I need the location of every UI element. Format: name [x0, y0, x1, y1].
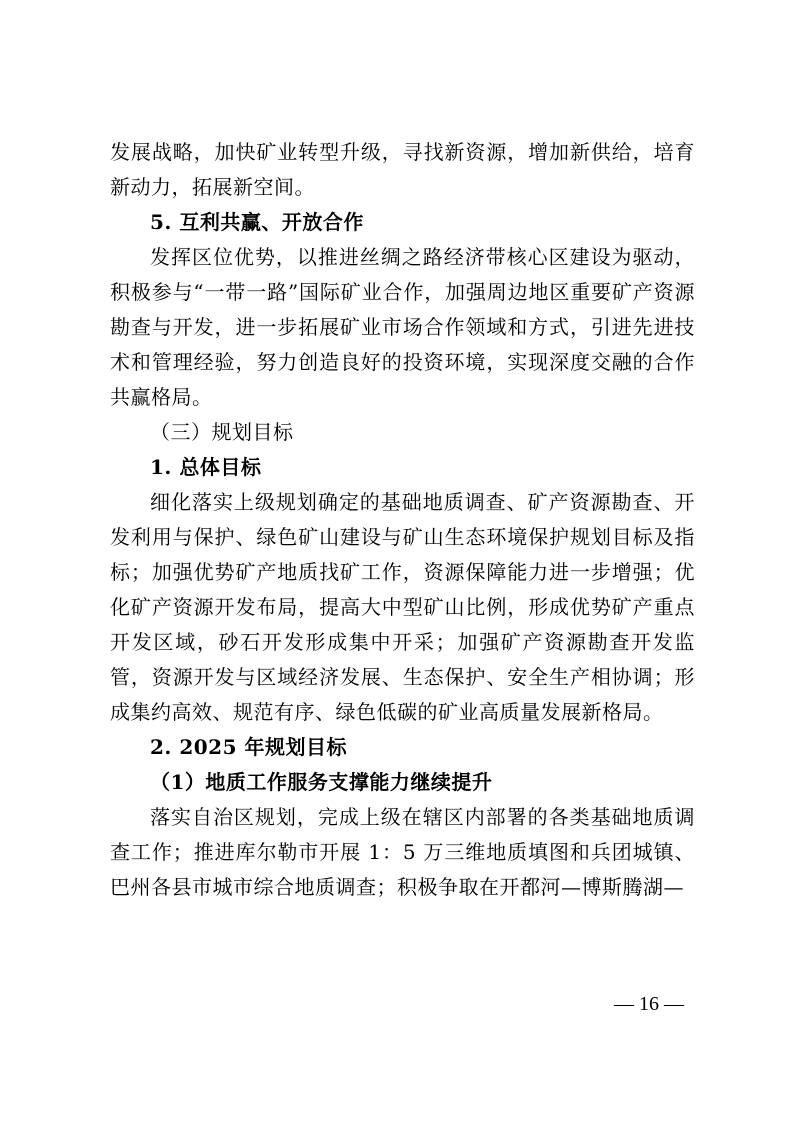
paragraph-continuation: 发展战略，加快矿业转型升级，寻找新资源，增加新供给，培育新动力，拓展新空间。: [110, 140, 695, 199]
paragraph-overall-goals: 细化落实上级规划确定的基础地质调查、矿产资源勘查、开发利用与保护、绿色矿山建设与矿山生态环境保护规划目标及指标；加强优势矿产地质找矿工作，资源保障能力进一步增强；优化矿产资源开发布局，提高大中型矿山比例，形成优势矿产重点开发区域，砂石开发形成集中开采；加强矿产资源勘查开发监管，资源开发与区域经济发展、生态保护、安全生产相协调；形成集约高效、规范有序、绿色低碳的矿业高质量发展新格局。: [110, 490, 695, 724]
page-number: — 16 —: [614, 993, 684, 1015]
heading-mutual-benefit: 5. 互利共赢、开放合作: [150, 210, 364, 234]
heading-geological-work: （1）地质工作服务支撑能力继续提升: [150, 770, 493, 794]
document-body: [110, 135, 695, 905]
paragraph-geological-work: 落实自治区规划，完成上级在辖区内部署的各类基础地质调查工作；推进库尔勒市开展 1：5 万三维地质填图和兵团城镇、巴州各县市城市综合地质调查；积极争取在开都河—博斯腾湖—: [110, 805, 695, 899]
heading-planning-goals: （三）规划目标: [150, 420, 294, 444]
heading-2025-goals: 2. 2025 年规划目标: [150, 735, 347, 759]
paragraph-mutual-benefit: 发挥区位优势，以推进丝绸之路经济带核心区建设为驱动，积极参与“一带一路”国际矿业合作，加强周边地区重要矿产资源勘查与开发，进一步拓展矿业市场合作领域和方式，引进先进技术和管理经验，努力创造良好的投资环境，实现深度交融的合作共赢格局。: [110, 245, 695, 409]
heading-overall-goals: 1. 总体目标: [150, 455, 262, 479]
